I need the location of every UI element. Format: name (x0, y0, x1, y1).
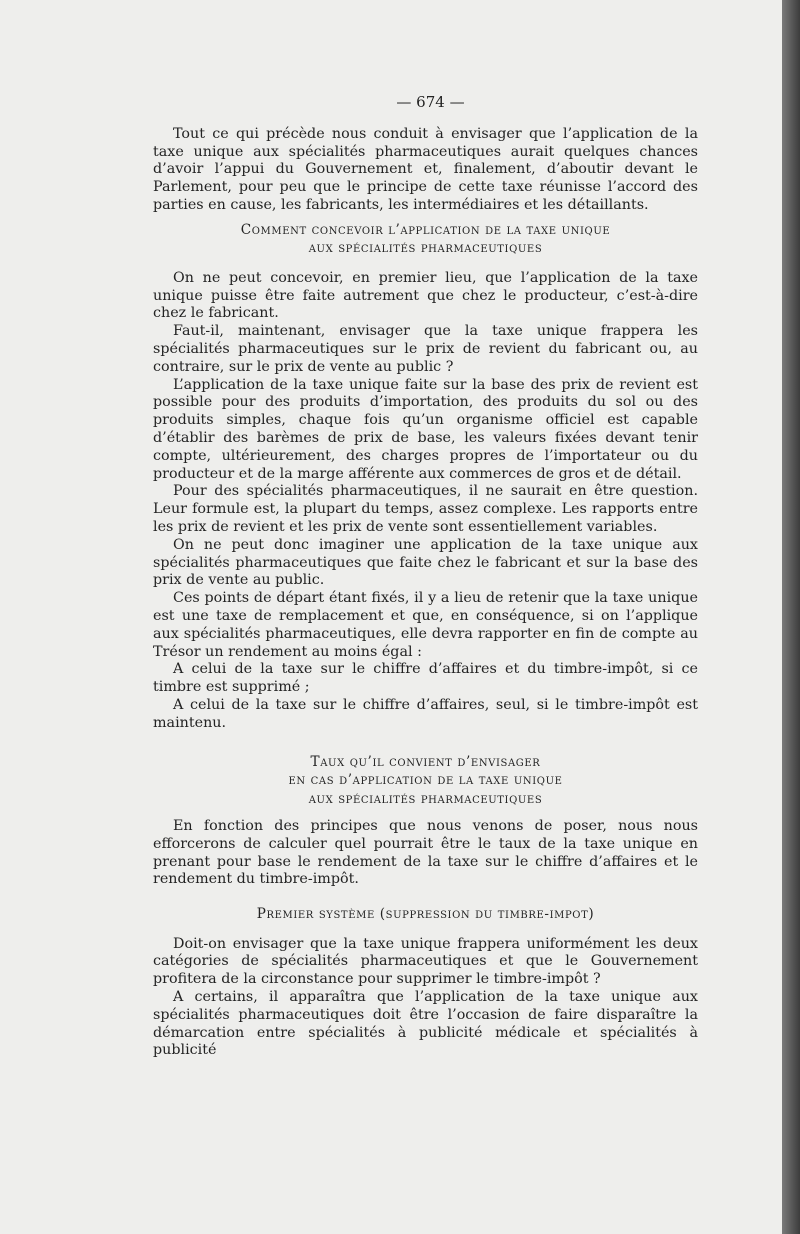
paragraph: En fonction des principes que nous venons de poser, nous nous efforcerons de calculer quel pourrait être le taux de la taxe unique en prenant pour base le rendement de la taxe sur le chiffre d’affaires et le rendement du timbre-impôt. (153, 818, 698, 888)
paragraph: Faut-il, maintenant, envisager que la taxe unique frappera les spécialités pharmaceutiques sur le prix de revient du fabricant ou, au contraire, sur le prix de vente au public ? (153, 323, 698, 375)
heading-line: Taux qu’il convient d’envisager (310, 753, 541, 770)
scan-edge (782, 0, 800, 1234)
paragraph: Pour des spécialités pharmaceutiques, il ne saurait en être question. Leur formule est, la plupart du temps, assez complexe. Les rapports entre les prix de revient et les prix de vente sont essentiellement variables. (153, 483, 698, 535)
paragraph: Doit-on envisager que la taxe unique frappera uniformément les deux catégories de spécialités pharmaceutiques et que le Gouvernement profitera de la circonstance pour supprimer le timbre-impôt ? (153, 935, 698, 988)
page-text (153, 94, 698, 1060)
paragraph: A celui de la taxe sur le chiffre d’affaires et du timbre-impôt, si ce timbre est supprimé ; (153, 661, 698, 696)
heading-line: aux spécialités pharmaceutiques (308, 240, 543, 257)
page-number: — 674 — (396, 93, 465, 111)
paragraph: On ne peut concevoir, en premier lieu, que l’application de la taxe unique puisse être faite autrement que chez le producteur, c’est-à-dire chez le fabricant. (153, 269, 698, 322)
section-heading-taux (153, 753, 698, 809)
section-heading-application (153, 221, 698, 258)
heading-line: Comment concevoir l’application de la taxe unique (240, 221, 611, 238)
section-heading-premier-systeme (153, 905, 698, 924)
paragraph: Ces points de départ étant fixés, il y a lieu de retenir que la taxe unique est une taxe de remplacement et que, en conséquence, si on l’applique aux spécialités pharmaceutiques, elle devra rapporter en fin de compte au Trésor un rendement au moins égal : (153, 590, 698, 660)
heading-line: en cas d’application de la taxe unique (288, 772, 563, 788)
paragraph: Tout ce qui précède nous conduit à envisager que l’application de la taxe unique aux spécialités pharmaceutiques aurait quelques chances d’avoir l’appui du Gouvernement et, finalement, d’aboutir devant le Parlement, pour peu que le principe de cette taxe réunisse l’accord des parties en cause, les fabricants, les intermédiaires et les détaillants. (153, 125, 698, 213)
heading-line: aux spécialités pharmaceutiques (308, 790, 543, 807)
paragraph: A certains, il apparaîtra que l’application de la taxe unique aux spécialités pharmaceutiques doit être l’occasion de faire disparaître la démarcation entre spécialités à publicité médicale et spécialités à publicité (153, 989, 698, 1059)
paragraph: On ne peut donc imaginer une application de la taxe unique aux spécialités pharmaceutiques que faite chez le fabricant et sur la base des prix de vente au public. (153, 536, 698, 589)
heading-line: Premier système (suppression du timbre-impot) (256, 906, 595, 923)
paragraph: L’application de la taxe unique faite sur la base des prix de revient est possible pour des produits d’importation, des produits du sol ou des produits simples, chaque fois qu’un organisme officiel est capable d’établir des barèmes de prix de base, les valeurs fixées devant tenir compte, ultérieurement, des charges propres de l’importateur ou du producteur et de la marge afférente aux commerces de gros et de détail. (153, 376, 698, 482)
paragraph: A celui de la taxe sur le chiffre d’affaires, seul, si le timbre-impôt est maintenu. (153, 696, 698, 731)
